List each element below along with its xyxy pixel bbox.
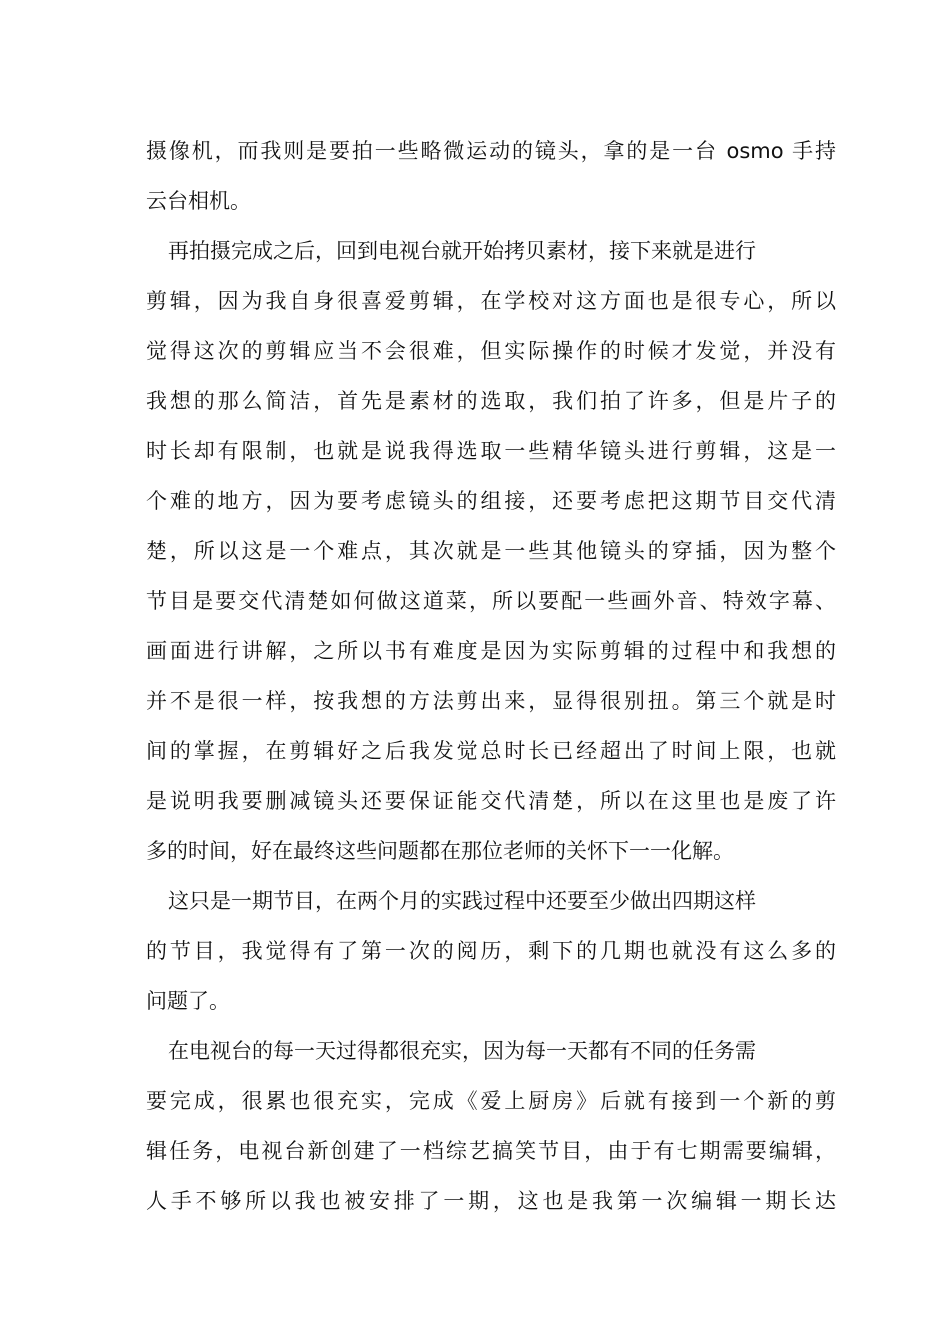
document-body	[146, 126, 836, 1226]
text-line: 剪辑，因为我自身很喜爱剪辑，在学校对这方面也是很专心，所以	[146, 289, 836, 313]
text-line: 画面进行讲解，之所以书有难度是因为实际剪辑的过程中和我想的	[146, 639, 836, 663]
text-line: 觉得这次的剪辑应当不会很难，但实际操作的时候才发觉，并没有	[146, 339, 836, 363]
text-line: 的节目，我觉得有了第一次的阅历，剩下的几期也就没有这么多的	[146, 939, 836, 963]
text-line: 云台相机。	[146, 189, 251, 213]
text-line: 个难的地方，因为要考虑镜头的组接，还要考虑把这期节目交代清	[146, 489, 836, 513]
text-line: 楚，所以这是一个难点，其次就是一些其他镜头的穿插，因为整个	[146, 539, 836, 563]
text-line: 并不是很一样，按我想的方法剪出来，显得很别扭。第三个就是时	[146, 689, 836, 713]
text-line: 要完成，很累也很充实，完成《爱上厨房》后就有接到一个新的剪	[146, 1089, 836, 1113]
text-line: 我想的那么简洁，首先是素材的选取，我们拍了许多，但是片子的	[146, 389, 836, 413]
text-line: 多的时间，好在最终这些问题都在那位老师的关怀下一一化解。	[146, 839, 734, 863]
paragraph-first-line: 再拍摄完成之后，回到电视台就开始拷贝素材，接下来就是进行	[168, 239, 756, 263]
text-line: 是说明我要删减镜头还要保证能交代清楚，所以在这里也是废了许	[146, 789, 836, 813]
paragraph-first-line: 这只是一期节目，在两个月的实践过程中还要至少做出四期这样	[168, 889, 756, 913]
text-line: 摄像机，而我则是要拍一些略微运动的镜头，拿的是一台 osmo 手持	[146, 139, 836, 163]
text-line: 人手不够所以我也被安排了一期，这也是我第一次编辑一期长达	[146, 1189, 836, 1213]
text-line: 时长却有限制，也就是说我得选取一些精华镜头进行剪辑，这是一	[146, 439, 836, 463]
text-line: 问题了。	[146, 989, 230, 1013]
text-line: 节目是要交代清楚如何做这道菜，所以要配一些画外音、特效字幕、	[146, 589, 836, 613]
paragraph-first-line: 在电视台的每一天过得都很充实，因为每一天都有不同的任务需	[168, 1039, 756, 1063]
text-line: 辑任务，电视台新创建了一档综艺搞笑节目，由于有七期需要编辑，	[146, 1139, 836, 1163]
text-line: 间的掌握，在剪辑好之后我发觉总时长已经超出了时间上限，也就	[146, 739, 836, 763]
